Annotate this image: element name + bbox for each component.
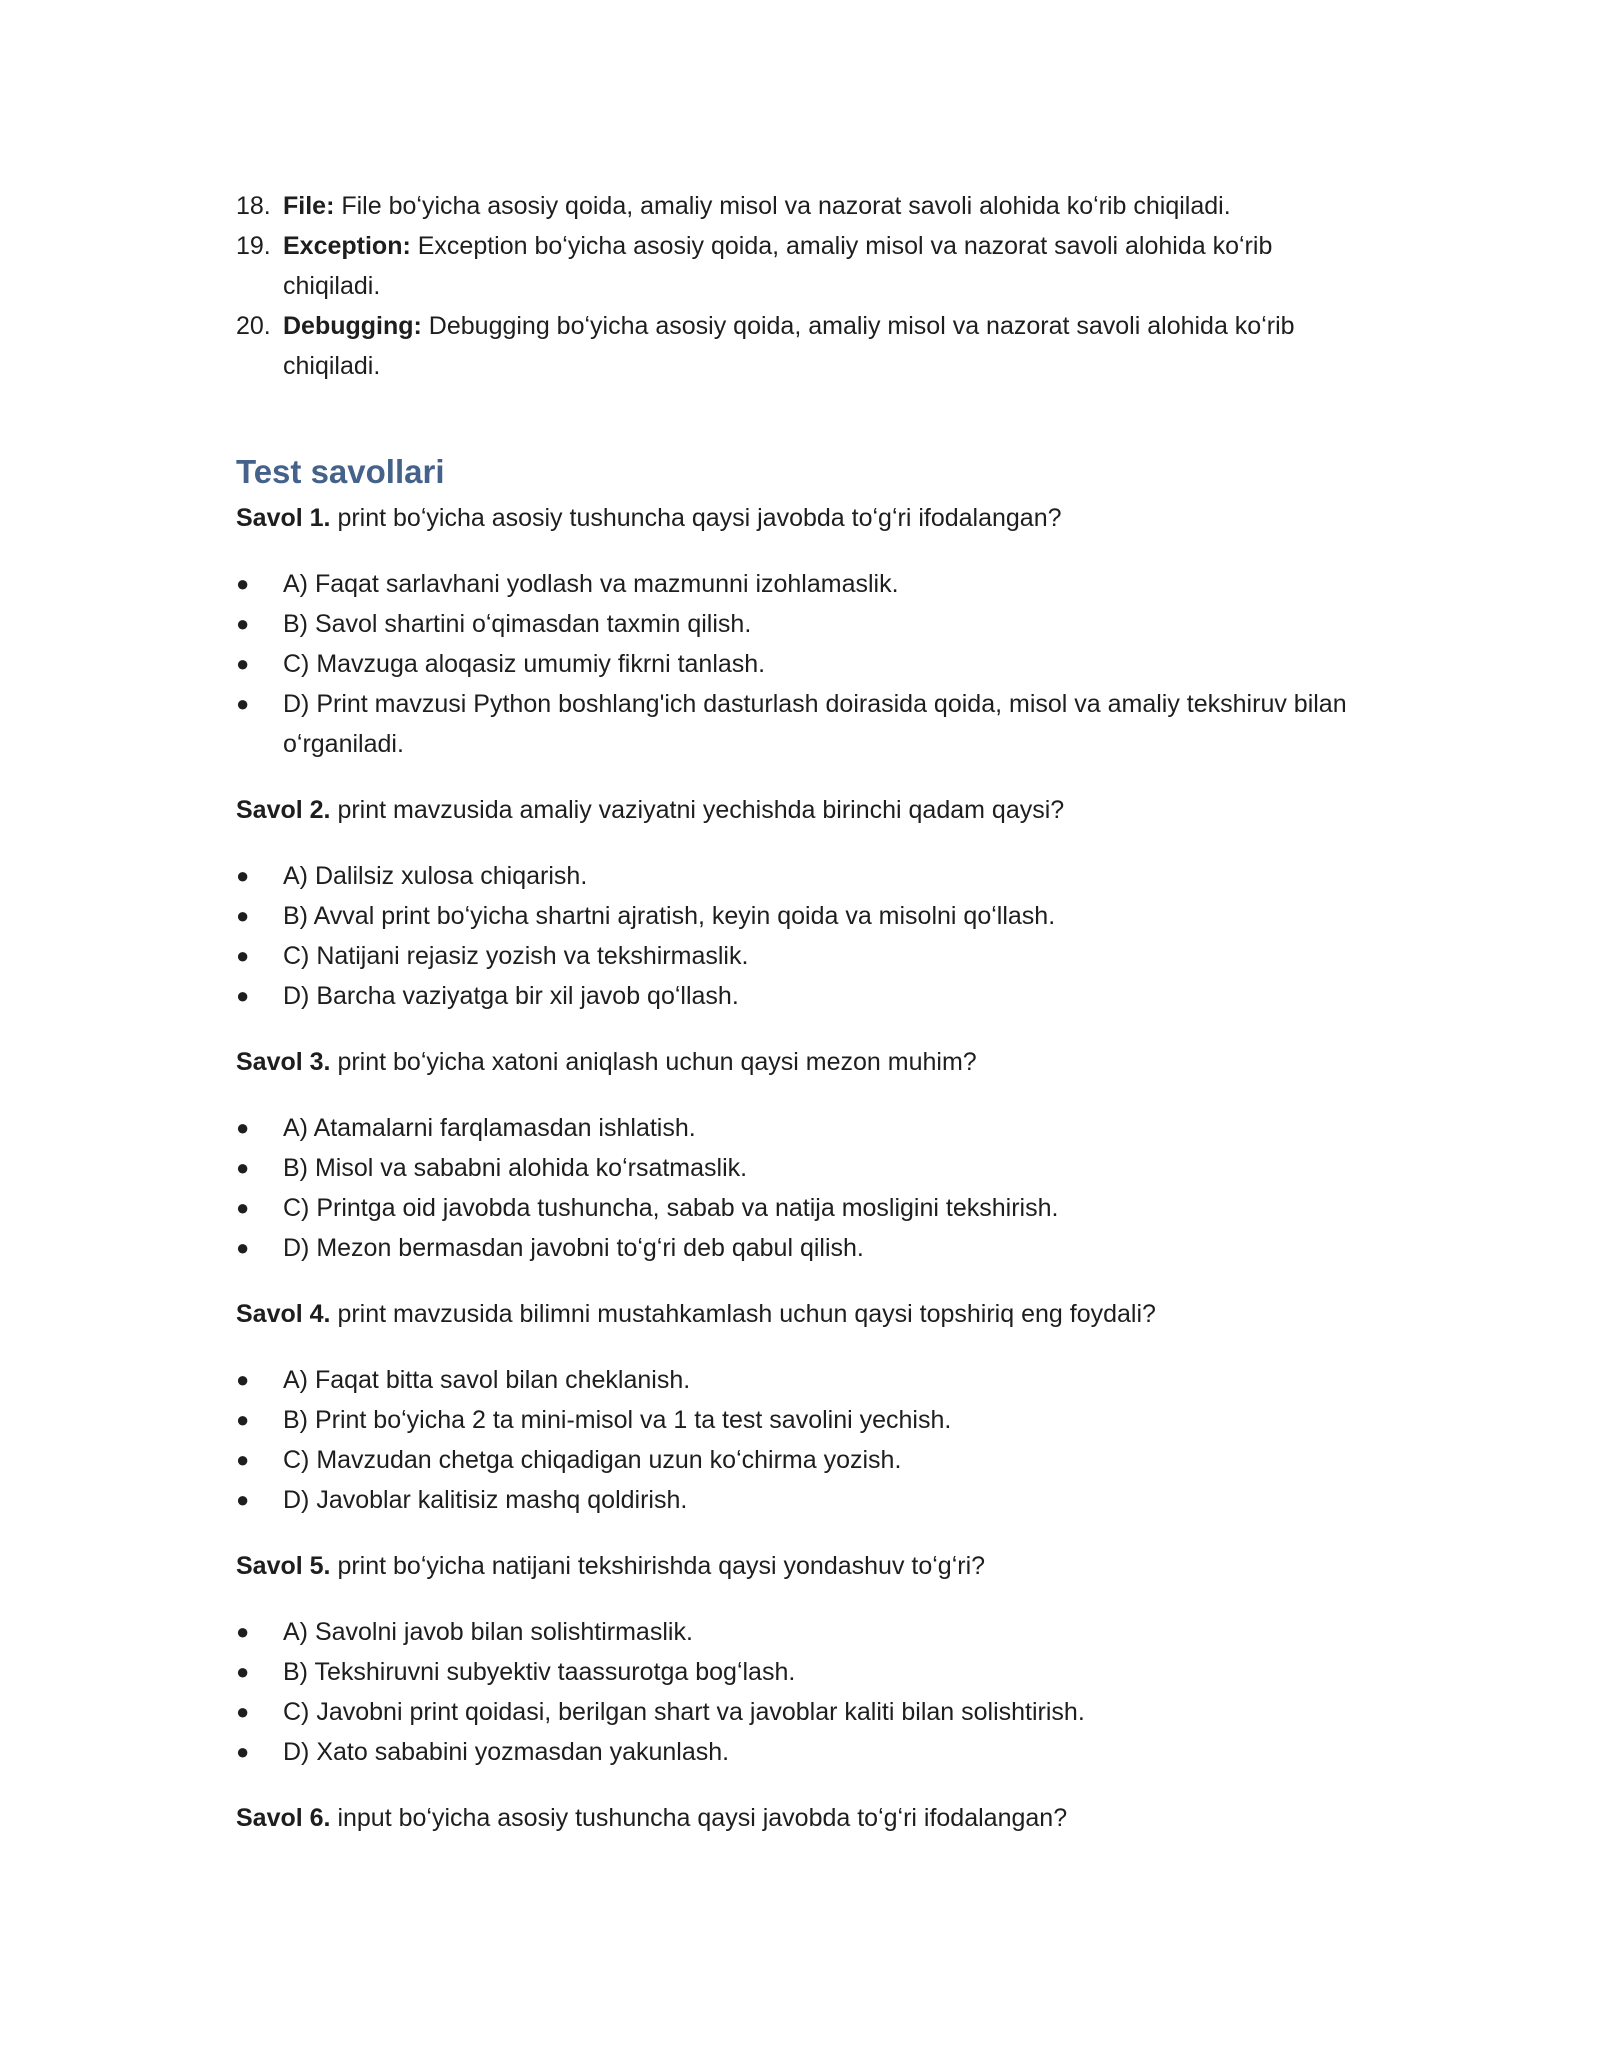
question-label: Savol 4.	[236, 1300, 331, 1328]
options-list	[236, 1360, 1376, 1520]
question	[236, 1798, 1376, 1838]
bullet-icon: ●	[236, 863, 250, 888]
bullet-icon: ●	[236, 1235, 250, 1260]
option-item	[236, 604, 1376, 644]
option-text: D) Javoblar kalitisiz mashq qoldirish.	[283, 1486, 688, 1514]
question-text: print boʻyicha natijani tekshirishda qaysi yondashuv toʻgʻri?	[330, 1552, 986, 1580]
numbered-list	[236, 186, 1376, 386]
item-term: Debugging:	[283, 312, 422, 340]
option-text: A) Savolni javob bilan solishtirmaslik.	[283, 1618, 693, 1646]
bullet-icon: ●	[236, 611, 250, 636]
item-text: Exception boʻyicha asosiy qoida, amaliy misol va nazorat savoli alohida koʻrib chiqiladi.	[283, 232, 1273, 300]
question	[236, 498, 1376, 538]
question-label: Savol 6.	[236, 1804, 331, 1832]
option-text: D) Mezon bermasdan javobni toʻgʻri deb qabul qilish.	[283, 1234, 864, 1262]
option-item	[236, 1360, 1376, 1400]
option-item	[236, 1692, 1376, 1732]
option-item	[236, 1612, 1376, 1652]
bullet-icon: ●	[236, 1115, 250, 1140]
bullet-icon: ●	[236, 571, 250, 596]
bullet-icon: ●	[236, 1739, 250, 1764]
option-text: C) Natijani rejasiz yozish va tekshirmaslik.	[283, 942, 749, 970]
question-label: Savol 3.	[236, 1048, 331, 1076]
question	[236, 1042, 1376, 1082]
option-text: B) Tekshiruvni subyektiv taassurotga bogʻlash.	[283, 1658, 796, 1686]
option-text: B) Savol shartini oʻqimasdan taxmin qilish.	[283, 610, 752, 638]
question-text: print boʻyicha xatoni aniqlash uchun qaysi mezon muhim?	[330, 1048, 977, 1076]
question-label: Savol 1.	[236, 504, 331, 532]
option-item	[236, 856, 1376, 896]
option-item	[236, 644, 1376, 684]
options-list	[236, 1108, 1376, 1268]
bullet-icon: ●	[236, 691, 250, 716]
question-label: Savol 5.	[236, 1552, 331, 1580]
option-text: B) Print boʻyicha 2 ta mini-misol va 1 ta test savolini yechish.	[283, 1406, 952, 1434]
question	[236, 790, 1376, 830]
bullet-icon: ●	[236, 983, 250, 1008]
option-item	[236, 1228, 1376, 1268]
option-item	[236, 1108, 1376, 1148]
option-item	[236, 1400, 1376, 1440]
list-item	[236, 186, 1376, 226]
section-heading: Test savollari	[236, 453, 445, 490]
question	[236, 1294, 1376, 1334]
option-text: A) Dalilsiz xulosa chiqarish.	[283, 862, 588, 890]
option-text: C) Printga oid javobda tushuncha, sabab va natija mosligini tekshirish.	[283, 1194, 1059, 1222]
question	[236, 1546, 1376, 1586]
option-item	[236, 1732, 1376, 1772]
option-item	[236, 1148, 1376, 1188]
bullet-icon: ●	[236, 1367, 250, 1392]
option-item	[236, 1440, 1376, 1480]
bullet-icon: ●	[236, 1447, 250, 1472]
list-item	[236, 306, 1376, 386]
options-list	[236, 564, 1376, 764]
option-item	[236, 976, 1376, 1016]
item-number: 18.	[236, 192, 271, 220]
option-text: C) Javobni print qoidasi, berilgan shart va javoblar kaliti bilan solishtirish.	[283, 1698, 1085, 1726]
option-item	[236, 684, 1376, 764]
option-item	[236, 896, 1376, 936]
options-list	[236, 1612, 1376, 1772]
list-item	[236, 226, 1376, 306]
bullet-icon: ●	[236, 1407, 250, 1432]
option-text: D) Xato sababini yozmasdan yakunlash.	[283, 1738, 730, 1766]
option-item	[236, 1652, 1376, 1692]
bullet-icon: ●	[236, 1487, 250, 1512]
option-text: A) Faqat bitta savol bilan cheklanish.	[283, 1366, 691, 1394]
question-text: print mavzusida amaliy vaziyatni yechishda birinchi qadam qaysi?	[330, 796, 1065, 824]
option-item	[236, 564, 1376, 604]
bullet-icon: ●	[236, 903, 250, 928]
option-text: B) Misol va sababni alohida koʻrsatmaslik.	[283, 1154, 748, 1182]
options-list	[236, 856, 1376, 1016]
option-text: D) Barcha vaziyatga bir xil javob qoʻllash.	[283, 982, 739, 1010]
option-text: D) Print mavzusi Python boshlang'ich dasturlash doirasida qoida, misol va amaliy tekshiruv bilan oʻrganiladi.	[283, 690, 1347, 758]
bullet-icon: ●	[236, 651, 250, 676]
item-number: 19.	[236, 232, 271, 260]
option-text: C) Mavzuga aloqasiz umumiy fikrni tanlash.	[283, 650, 766, 678]
question-text: print boʻyicha asosiy tushuncha qaysi javobda toʻgʻri ifodalangan?	[330, 504, 1062, 532]
option-item	[236, 1188, 1376, 1228]
option-text: A) Faqat sarlavhani yodlash va mazmunni izohlamaslik.	[283, 570, 899, 598]
item-text: File boʻyicha asosiy qoida, amaliy misol va nazorat savoli alohida koʻrib chiqiladi.	[334, 192, 1231, 220]
bullet-icon: ●	[236, 943, 250, 968]
option-text: C) Mavzudan chetga chiqadigan uzun koʻchirma yozish.	[283, 1446, 902, 1474]
item-term: File:	[283, 192, 335, 220]
question-text: print mavzusida bilimni mustahkamlash uchun qaysi topshiriq eng foydali?	[330, 1300, 1156, 1328]
question-text: input boʻyicha asosiy tushuncha qaysi javobda toʻgʻri ifodalangan?	[330, 1804, 1068, 1832]
document-page	[236, 186, 1376, 1838]
item-number: 20.	[236, 312, 271, 340]
option-item	[236, 936, 1376, 976]
option-text: B) Avval print boʻyicha shartni ajratish, keyin qoida va misolni qoʻllash.	[283, 902, 1056, 930]
option-text: A) Atamalarni farqlamasdan ishlatish.	[283, 1114, 696, 1142]
option-item	[236, 1480, 1376, 1520]
bullet-icon: ●	[236, 1659, 250, 1684]
bullet-icon: ●	[236, 1155, 250, 1180]
bullet-icon: ●	[236, 1619, 250, 1644]
bullet-icon: ●	[236, 1699, 250, 1724]
question-label: Savol 2.	[236, 796, 331, 824]
item-term: Exception:	[283, 232, 411, 260]
bullet-icon: ●	[236, 1195, 250, 1220]
item-text: Debugging boʻyicha asosiy qoida, amaliy misol va nazorat savoli alohida koʻrib chiqiladi.	[283, 312, 1295, 380]
